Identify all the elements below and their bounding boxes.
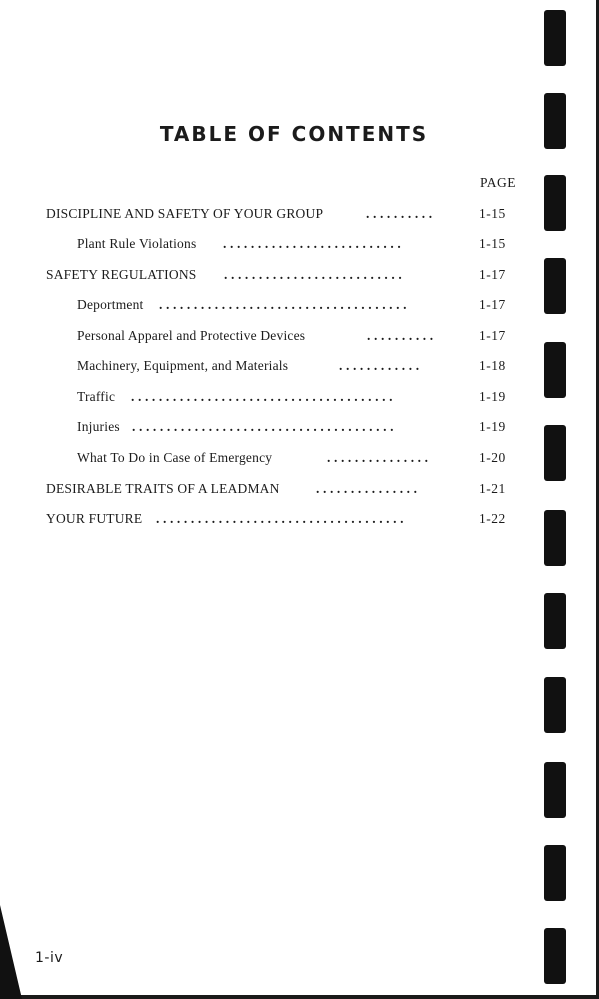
toc-entry-page: 1-22 [479, 511, 506, 526]
toc-entry-label: Plant Rule Violations [77, 235, 199, 253]
binder-hole [544, 762, 566, 818]
toc-leader-dots: .......... [366, 206, 436, 221]
binder-hole [544, 342, 566, 398]
toc-leader-dots: .................................... [159, 297, 411, 312]
toc-entry [77, 388, 517, 406]
toc-entry-page: 1-19 [479, 389, 506, 404]
toc-entry [77, 357, 517, 375]
toc-entry-label: Deportment [77, 296, 146, 314]
toc-entry-page: 1-20 [479, 450, 506, 465]
toc-entry-page: 1-17 [479, 297, 506, 312]
binder-hole [544, 258, 566, 314]
page-column-header: PAGE [479, 175, 516, 190]
toc-entry [46, 205, 516, 223]
toc-entry-label: SAFETY REGULATIONS [46, 266, 199, 284]
binder-hole [544, 845, 566, 901]
binder-hole [544, 677, 566, 733]
toc-leader-dots: ............ [339, 358, 423, 373]
toc-entry-page: 1-18 [479, 358, 506, 373]
toc-entry-page: 1-15 [479, 206, 506, 221]
toc-entry [46, 480, 516, 498]
binder-hole [544, 510, 566, 566]
toc-leader-dots: .......................... [223, 236, 405, 251]
toc-leader-dots: .................................... [156, 511, 408, 526]
page-corner-shadow [0, 905, 22, 999]
toc-entry-label: Machinery, Equipment, and Materials [77, 357, 291, 375]
toc-entry [77, 235, 517, 253]
toc-leader-dots: ............... [327, 450, 432, 465]
binder-hole [544, 175, 566, 231]
toc-entry-label: Traffic [77, 388, 118, 406]
toc-entry [77, 449, 517, 467]
toc-entry-label: What To Do in Case of Emergency [77, 449, 275, 467]
binder-hole [544, 928, 566, 984]
toc-entry-label: DISCIPLINE AND SAFETY OF YOUR GROUP [46, 205, 326, 223]
page-title: TABLE OF CONTENTS [159, 122, 429, 146]
toc-entry-page: 1-17 [479, 267, 506, 282]
toc-entry [77, 418, 517, 436]
toc-leader-dots: .......... [367, 328, 437, 343]
footer-page-number: 1-iv [35, 950, 64, 966]
toc-entry-label: Personal Apparel and Protective Devices [77, 327, 308, 345]
toc-leader-dots: .......................... [224, 267, 406, 282]
toc-leader-dots: ...................................... [131, 389, 397, 404]
toc-entry-page: 1-15 [479, 236, 506, 251]
toc-entry-label: YOUR FUTURE [46, 510, 145, 528]
toc-entry-page: 1-19 [479, 419, 506, 434]
toc-entry [77, 296, 517, 314]
toc-entry [46, 510, 516, 528]
toc-entry [77, 327, 517, 345]
binder-hole [544, 425, 566, 481]
binder-hole [544, 593, 566, 649]
toc-entry-label: DESIRABLE TRAITS OF A LEADMAN [46, 480, 283, 498]
toc-leader-dots: ...................................... [132, 419, 398, 434]
toc-entry-page: 1-17 [479, 328, 506, 343]
binder-hole [544, 10, 566, 66]
toc-entry-page: 1-21 [479, 481, 506, 496]
toc-entry-label: Injuries [77, 418, 123, 436]
toc-entry [46, 266, 516, 284]
toc-leader-dots: ............... [316, 481, 421, 496]
